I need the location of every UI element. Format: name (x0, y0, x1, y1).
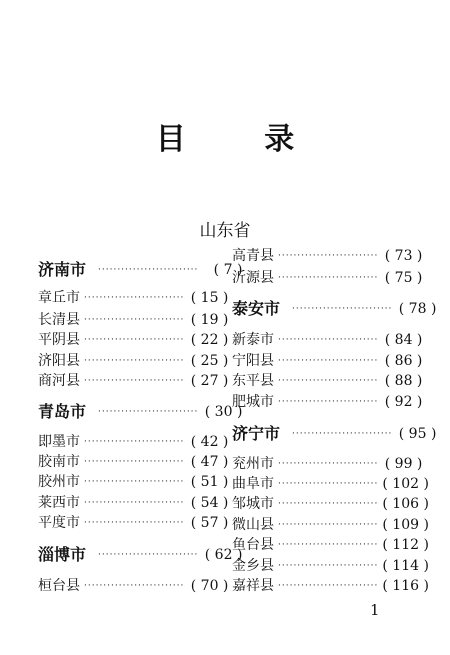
toc-entry[interactable] (38, 330, 229, 350)
entry-page: ( 88 ) (384, 373, 423, 389)
leader-dots: ·························· (278, 356, 379, 366)
entry-name: 泰安市 (232, 299, 281, 318)
toc-entry[interactable] (232, 494, 429, 514)
leader-dots: ·························· (84, 293, 185, 303)
entry-name: 微山县 (232, 517, 274, 533)
province-heading: 山东省 (199, 221, 251, 241)
toc-entry[interactable] (232, 535, 429, 555)
leader-dots: ·························· (278, 459, 379, 469)
entry-name: 商河县 (38, 373, 80, 389)
entry-page: ( 106 ) (382, 496, 429, 512)
leader-dots: ·························· (98, 265, 199, 275)
entry-name: 济宁市 (232, 424, 281, 443)
toc-entry[interactable] (232, 330, 423, 350)
toc-entry[interactable] (38, 371, 229, 391)
entry-page: ( 25 ) (190, 353, 229, 369)
entry-name: 胶州市 (38, 474, 80, 490)
leader-dots: ·························· (84, 581, 185, 591)
entry-page: ( 114 ) (382, 558, 429, 574)
leader-dots: ·························· (292, 429, 393, 439)
leader-dots: ·························· (84, 457, 185, 467)
leader-dots: ·························· (278, 479, 379, 489)
entry-page: ( 112 ) (382, 537, 429, 553)
entry-page: ( 84 ) (384, 332, 423, 348)
toc-entry[interactable] (232, 299, 437, 319)
entry-name: 淄博市 (38, 545, 87, 564)
toc-entry[interactable] (38, 260, 243, 280)
entry-page: ( 116 ) (382, 578, 429, 594)
entry-name: 莱西市 (38, 495, 80, 511)
leader-dots: ·························· (292, 304, 393, 314)
leader-dots: ·························· (278, 540, 379, 550)
leader-dots: ·························· (84, 437, 185, 447)
toc-entry[interactable] (38, 288, 229, 308)
page-title: 目 录 (155, 122, 329, 157)
entry-name: 平度市 (38, 515, 80, 531)
entry-name: 鱼台县 (232, 537, 274, 553)
entry-page: ( 75 ) (384, 270, 423, 286)
entry-name: 嘉祥县 (232, 578, 274, 594)
toc-entry[interactable] (38, 432, 229, 452)
toc-entry[interactable] (232, 268, 423, 288)
entry-name: 济阳县 (38, 353, 80, 369)
leader-dots: ·························· (84, 356, 185, 366)
entry-name: 兖州市 (232, 456, 274, 472)
leader-dots: ·························· (278, 335, 379, 345)
entry-page: ( 78 ) (398, 301, 437, 317)
toc-entry[interactable] (38, 513, 229, 533)
entry-page: ( 27 ) (190, 373, 229, 389)
toc-entry[interactable] (38, 545, 243, 565)
toc-entry[interactable] (232, 392, 423, 412)
toc-entry[interactable] (232, 371, 423, 391)
toc-entry[interactable] (232, 454, 423, 474)
entry-name: 高青县 (232, 248, 274, 264)
entry-page: ( 57 ) (190, 515, 229, 531)
entry-page: ( 70 ) (190, 578, 229, 594)
leader-dots: ·························· (84, 518, 185, 528)
toc-entry[interactable] (38, 576, 229, 596)
leader-dots: ·························· (84, 315, 185, 325)
leader-dots: ·························· (98, 407, 199, 417)
toc-entry[interactable] (38, 452, 229, 472)
entry-page: ( 42 ) (190, 434, 229, 450)
toc-entry[interactable] (38, 472, 229, 492)
entry-name: 章丘市 (38, 290, 80, 306)
toc-entry[interactable] (38, 402, 243, 422)
entry-page: ( 19 ) (190, 312, 229, 328)
leader-dots: ·························· (278, 561, 379, 571)
toc-entry[interactable] (38, 310, 229, 330)
leader-dots: ·························· (278, 251, 379, 261)
entry-name: 即墨市 (38, 434, 80, 450)
toc-entry[interactable] (232, 424, 437, 444)
entry-name: 邹城市 (232, 496, 274, 512)
leader-dots: ·························· (278, 520, 379, 530)
leader-dots: ·························· (98, 550, 199, 560)
leader-dots: ·························· (278, 273, 379, 283)
toc-entry[interactable] (232, 556, 429, 576)
toc-entry[interactable] (232, 576, 429, 596)
toc-entry[interactable] (232, 474, 429, 494)
entry-name: 东平县 (232, 373, 274, 389)
entry-name: 金乡县 (232, 558, 274, 574)
entry-page: ( 7 ) (213, 262, 243, 278)
entry-name: 肥城市 (232, 394, 274, 410)
entry-page: ( 99 ) (384, 456, 423, 472)
entry-page: ( 62 ) (204, 547, 243, 563)
leader-dots: ·························· (278, 397, 379, 407)
entry-name: 青岛市 (38, 402, 87, 421)
entry-page: ( 47 ) (190, 454, 229, 470)
entry-name: 桓台县 (38, 578, 80, 594)
entry-name: 曲阜市 (232, 476, 274, 492)
entry-page: ( 102 ) (382, 476, 429, 492)
entry-name: 长清县 (38, 312, 80, 328)
entry-page: ( 109 ) (382, 517, 429, 533)
entry-name: 平阴县 (38, 332, 80, 348)
entry-page: ( 92 ) (384, 394, 423, 410)
entry-name: 胶南市 (38, 454, 80, 470)
entry-page: ( 73 ) (384, 248, 423, 264)
toc-entry[interactable] (38, 351, 229, 371)
toc-entry[interactable] (232, 351, 423, 371)
leader-dots: ·························· (84, 477, 185, 487)
entry-page: ( 95 ) (398, 426, 437, 442)
leader-dots: ·························· (278, 376, 379, 386)
page-number: 1 (370, 601, 380, 619)
leader-dots: ·························· (84, 335, 185, 345)
entry-name: 沂源县 (232, 270, 274, 286)
entry-page: ( 54 ) (190, 495, 229, 511)
leader-dots: ·························· (84, 376, 185, 386)
toc-entry[interactable] (38, 493, 229, 513)
entry-page: ( 15 ) (190, 290, 229, 306)
toc-entry[interactable] (232, 515, 429, 535)
entry-name: 宁阳县 (232, 353, 274, 369)
leader-dots: ·························· (278, 499, 379, 509)
entry-page: ( 51 ) (190, 474, 229, 490)
entry-name: 济南市 (38, 260, 87, 279)
entry-name: 新泰市 (232, 332, 274, 348)
entry-page: ( 86 ) (384, 353, 423, 369)
entry-page: ( 22 ) (190, 332, 229, 348)
leader-dots: ·························· (278, 581, 379, 591)
entry-page: ( 30 ) (204, 404, 243, 420)
toc-entry[interactable] (232, 246, 423, 266)
leader-dots: ·························· (84, 498, 185, 508)
